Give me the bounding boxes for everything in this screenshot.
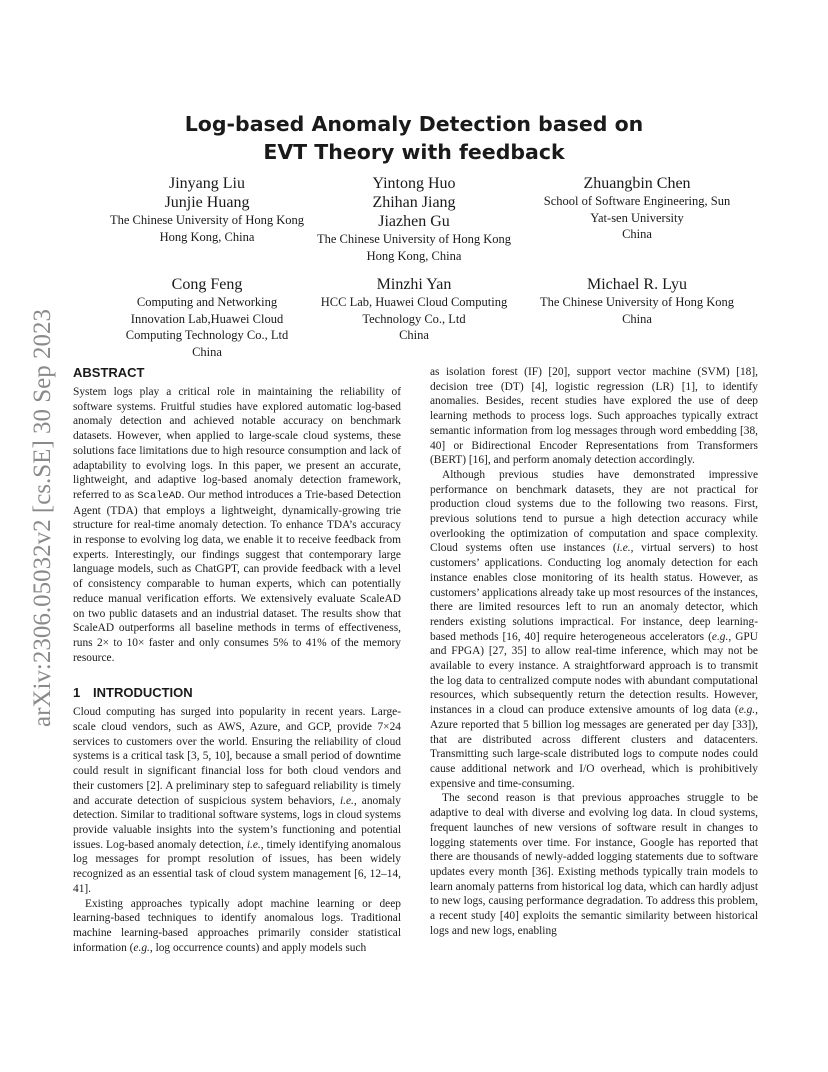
scalead-code: ScaleAD	[137, 489, 182, 502]
author-name: Jinyang Liu	[169, 175, 245, 192]
intro-italic: e.g.	[133, 941, 150, 954]
paper-title	[130, 110, 698, 166]
author-affiliation: China	[399, 328, 429, 342]
author-affiliation: Computing Technology Co., Ltd	[125, 328, 289, 342]
abstract-text: . Our method introduces a Trie-based Detection Agent (TDA) that employs a lightweight, dynamically-growing trie structure for real-time anomaly detection. To enhance TDA’s accuracy in response to evolving log data, we enable it to receive feedback from experts. Interestingly, our findings suggest that contemporary large language models, such as ChatGPT, can provide feedback with a level of consistency comparable to human experts, which can potentially reduce manual verification efforts. We extensively evaluate ScaleAD on two public datasets and an industrial dataset. The results show that ScaleAD outperforms all baseline methods in terms of effectiveness, runs 2× to 10× faster and only consumes 5% to 41% of the memory resource.	[73, 488, 401, 664]
author-affiliation: Yat-sen University	[590, 210, 684, 225]
author-affiliation: Hong Kong, China	[366, 248, 462, 263]
right-paragraph-2	[430, 468, 758, 791]
right-text: , Azure reported that 5 billion log messages are generated per day [33]), that are distributed across different clusters and datacenters. Transmitting such large-scale distributed logs to compute nodes could cause additional network and I/O overhead, which is prohibitively expensive and time-consuming.	[430, 704, 758, 790]
section-number: 1	[73, 685, 81, 701]
right-italic: e.g.	[711, 630, 729, 643]
author-affiliation: China	[622, 227, 652, 241]
intro-text: , anomaly detection. Similar to traditional software systems, logs in cloud systems provide valuable insights into the system’s functioning and potential issues. Log-based anomaly detection,	[73, 794, 401, 851]
right-paragraph-3: The second reason is that previous approaches struggle to be adaptive to deal with diverse and evolving log data. In cloud systems, frequent launches of new versions of software result in changes to logging statements over time. For instance, Google has reported that there are thousands of newly-added logging statements due to software updates every month [36]. Existing methods typically train models to learn anomaly patterns from historical log data, which can hardly adjust to new logs, causing performance degradation. To address this problem, a recent study [40] exploits the semantic similarity between historical logs and new logs, enabling	[430, 792, 758, 937]
author-name: Junjie Huang	[164, 194, 250, 211]
intro-italic: i.e.	[339, 794, 354, 807]
arxiv-stamp-text: arXiv:2306.05032v2 [cs.SE] 30 Sep 2023	[29, 308, 56, 727]
author-block-4	[84, 275, 330, 360]
introduction-heading	[73, 685, 401, 701]
right-text: , virtual servers) to host customers’ applications. Conducting log anomaly detection for each instance enables close monitoring of its health status. However, as customers’ applications already take up most resources of the instances, there are limited resources left to run an anomaly detector, which renders existing solutions impractical. For instance, deep learning-based methods [16, 40] require heterogeneous accelerators (	[430, 542, 758, 643]
author-block-1	[84, 174, 330, 245]
author-affiliation: Computing and Networking	[136, 295, 278, 309]
author-name: Cong Feng	[171, 276, 243, 293]
arxiv-stamp	[20, 290, 60, 730]
author-name: Jiazhen Gu	[378, 213, 450, 230]
intro-paragraph-2	[73, 897, 401, 956]
author-name: Michael R. Lyu	[587, 276, 687, 293]
author-affiliation: Technology Co., Ltd	[362, 311, 466, 326]
intro-text: , log occurrence counts) and apply models such	[149, 941, 367, 954]
abstract-heading: ABSTRACT	[73, 365, 145, 380]
author-block-2	[300, 174, 528, 264]
author-name: Zhihan Jiang	[372, 194, 456, 211]
author-affiliation: The Chinese University of Hong Kong	[539, 295, 735, 309]
author-affiliation: China	[622, 311, 652, 326]
author-affiliation: Innovation Lab,Huawei Cloud	[130, 311, 284, 326]
abstract-text: System logs play a critical role in maintaining the reliability of software systems. Fruitful studies have explored automatic log-based anomaly detection and achieved notable accuracy on benchmark datasets. However, when applied to large-scale cloud systems, these solutions face limitations due to high resource consumption and lack of adaptability to evolving logs. In this paper, we present an accurate, lightweight, and adaptive log-based anomaly detection framework, referred to as	[73, 386, 401, 501]
author-name: Zhuangbin Chen	[583, 175, 691, 192]
author-affiliation: The Chinese University of Hong Kong	[316, 232, 512, 246]
author-block-3	[526, 174, 748, 243]
right-text: Although previous studies have demonstrated impressive performance on benchmark datasets, they are not practical for production cloud systems due to the following two reasons. First, previous solutions tend to pursue a high detection accuracy while overlooking the optimization of computation and space complexity. Cloud systems often use instances (	[430, 468, 758, 555]
intro-paragraph-1	[73, 705, 401, 896]
author-affiliation: Hong Kong, China	[159, 229, 255, 244]
author-affiliation: HCC Lab, Huawei Cloud Computing	[320, 295, 508, 309]
author-affiliation: School of Software Engineering, Sun	[543, 194, 731, 208]
author-block-5	[300, 275, 528, 344]
right-paragraph-1: as isolation forest (IF) [20], support vector machine (SVM) [18], decision tree (DT) [4], logistic regression (LR) [1], to identify anomalies. Besides, recent studies have explored the use of deep learning methods to process logs. Such approaches typically extract semantic information from log messages through word embedding [38, 40] or Bidirectional Encoder Representations from Transformers (BERT) [16], and perform anomaly detection accordingly.	[430, 366, 758, 467]
intro-text: , timely identifying anomalous log messages for prompt resolution of issues, has been widely recognized as an essential task of cloud system management [6, 12–14, 41].	[73, 838, 401, 895]
right-italic: e.g.	[738, 704, 756, 717]
author-affiliation: The Chinese University of Hong Kong	[109, 213, 305, 227]
section-title: INTRODUCTION	[93, 685, 193, 701]
abstract-paragraph	[73, 385, 401, 665]
intro-text: Existing approaches typically adopt machine learning or deep learning-based techniques to identify anomalous logs. Traditional machine learning-based approaches primarily consider statistical information (	[73, 897, 401, 954]
title-line-2: EVT Theory with feedback	[263, 140, 565, 164]
left-column	[73, 365, 401, 955]
author-name: Yintong Huo	[372, 175, 456, 192]
author-block-6	[526, 275, 748, 327]
author-affiliation: China	[192, 344, 222, 359]
right-italic: i.e.	[616, 542, 631, 555]
intro-italic: i.e.	[246, 838, 261, 851]
author-name: Minzhi Yan	[376, 276, 452, 293]
right-column	[430, 365, 758, 938]
intro-text: Cloud computing has surged into popularity in recent years. Large-scale cloud vendors, such as AWS, Azure, and GCP, provide 7×24 services to customers over the world. Ensuring the reliability of cloud systems is a critical task [3, 5, 10], because a small period of downtime could result in significant financial loss for both cloud vendors and their customers [2]. A preliminary step to safeguard reliability is timely and accurate detection of suspicious system behaviors,	[73, 706, 401, 807]
right-text: , GPU and FPGA) [27, 35] to allow real-time inference, which may not be available to every instance. A straightforward approach is to transmit the log data to centralized compute nodes with abundant computational resources, which subsequently return the detection results. However, instances in a cloud can produce extensive amounts of log data (	[430, 630, 758, 717]
title-line-1: Log-based Anomaly Detection based on	[184, 112, 644, 136]
